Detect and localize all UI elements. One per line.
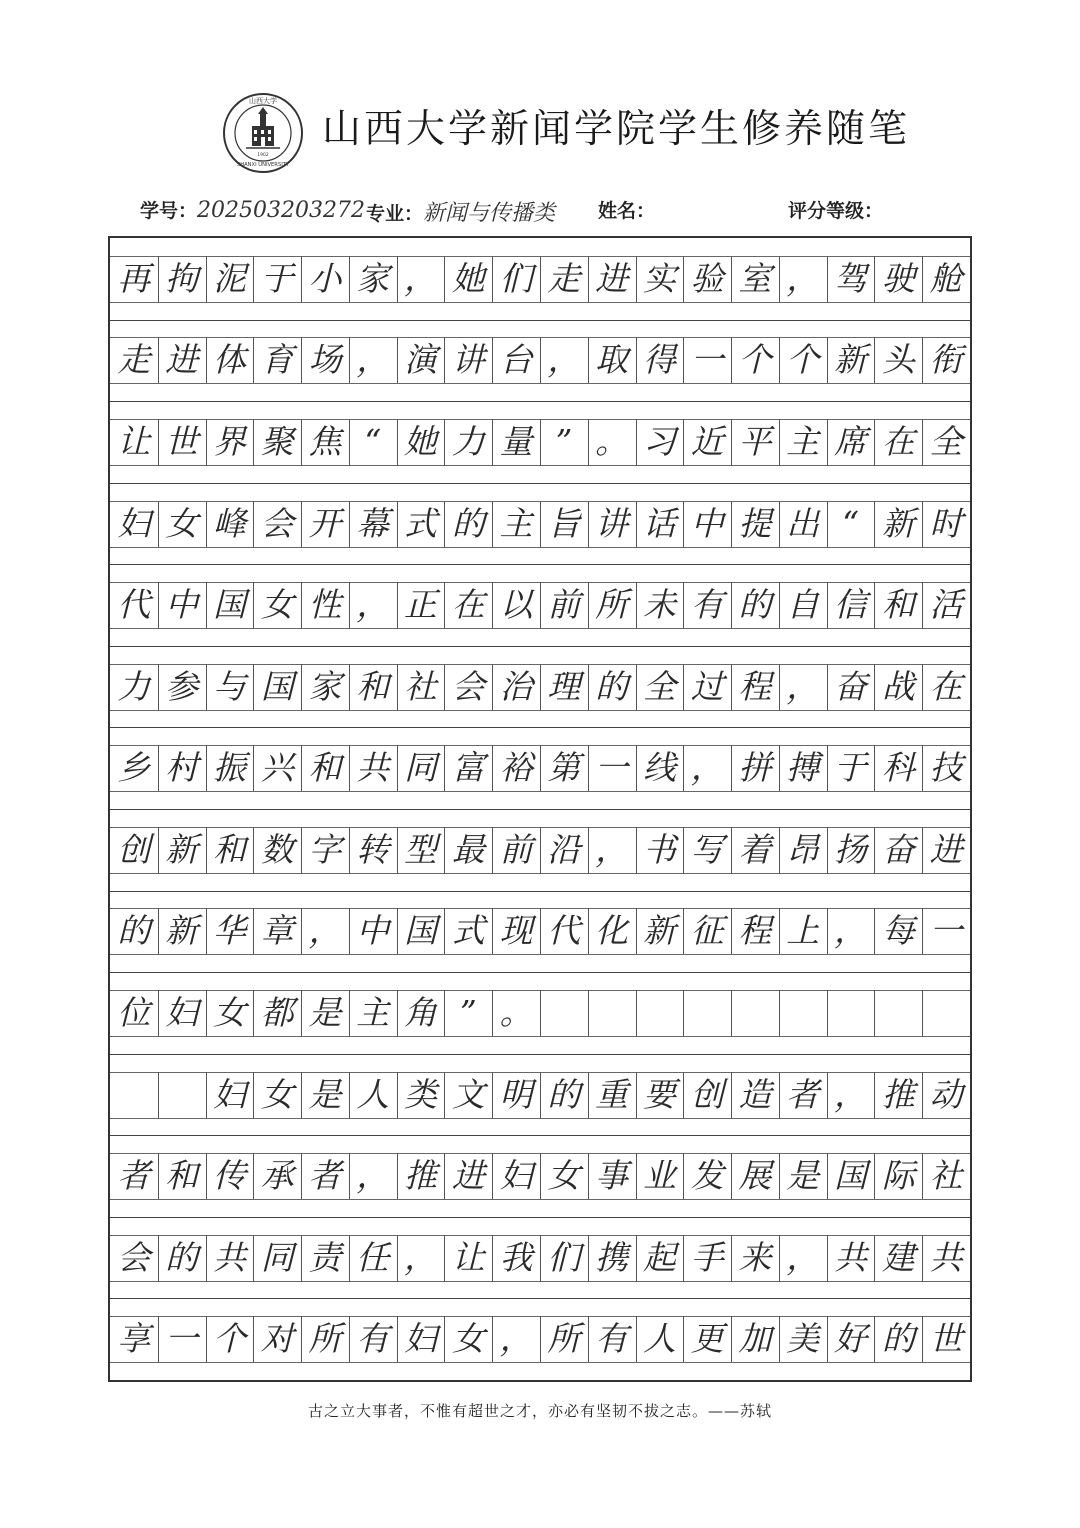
essay-char: 妇 xyxy=(499,1156,533,1196)
essay-char: 动 xyxy=(929,1074,963,1114)
essay-char: 世 xyxy=(165,421,199,461)
essay-char: 社 xyxy=(404,666,438,706)
student-id-field xyxy=(140,196,365,223)
essay-char: 手 xyxy=(690,1237,724,1277)
essay-char: 走 xyxy=(547,258,581,298)
essay-char: 她 xyxy=(404,421,438,461)
essay-char: 和 xyxy=(881,585,915,625)
essay-char: 华 xyxy=(212,911,246,951)
essay-char: 创 xyxy=(690,1074,724,1114)
essay-char: 量 xyxy=(499,421,533,461)
student-id-value: 202503203272 xyxy=(197,198,365,223)
essay-char: 第 xyxy=(547,748,581,788)
essay-char: “ xyxy=(842,503,859,543)
major-label: 专业： xyxy=(366,203,424,225)
essay-char: 任 xyxy=(356,1237,390,1277)
essay-char: ， xyxy=(547,340,581,380)
essay-char: 兴 xyxy=(260,748,294,788)
essay-char: 。 xyxy=(595,421,629,461)
essay-char: 主 xyxy=(499,503,533,543)
essay-char: 起 xyxy=(642,1237,676,1277)
essay-char: 有 xyxy=(356,1319,390,1359)
essay-char: 乡 xyxy=(117,748,151,788)
essay-char: 类 xyxy=(404,1074,438,1114)
essay-char: 国 xyxy=(260,666,294,706)
essay-char: 上 xyxy=(786,911,820,951)
essay-char: 旨 xyxy=(547,503,581,543)
essay-char: 信 xyxy=(834,585,868,625)
student-info-bar xyxy=(0,196,1080,236)
footer-quote: 古之立大事者，不惟有超世之才，亦必有坚韧不拔之志。——苏轼 xyxy=(307,1402,772,1420)
essay-char: 演 xyxy=(404,340,438,380)
essay-char: 家 xyxy=(356,258,390,298)
essay-char: 程 xyxy=(738,911,772,951)
essay-char: 所 xyxy=(547,1319,581,1359)
essay-char: 我 xyxy=(499,1237,533,1277)
essay-char: 讲 xyxy=(451,340,485,380)
essay-char: 自 xyxy=(786,585,820,625)
essay-char: 主 xyxy=(356,992,390,1032)
essay-char: ， xyxy=(404,258,438,298)
essay-char: 一 xyxy=(165,1319,199,1359)
essay-char: 们 xyxy=(547,1237,581,1277)
essay-char: 位 xyxy=(117,992,151,1032)
essay-char: 在 xyxy=(881,421,915,461)
essay-char: 平 xyxy=(738,421,772,461)
essay-char: 的 xyxy=(738,585,772,625)
essay-char: 的 xyxy=(547,1074,581,1114)
essay-char: “ xyxy=(364,421,382,461)
essay-char: 书 xyxy=(642,829,676,869)
essay-char: 女 xyxy=(260,1074,294,1114)
essay-char: 小 xyxy=(308,258,342,298)
essay-char: 字 xyxy=(308,829,342,869)
essay-char: 参 xyxy=(165,666,199,706)
essay-char: 一 xyxy=(690,340,724,380)
essay-char: 讲 xyxy=(595,503,629,543)
essay-char: 国 xyxy=(404,911,438,951)
essay-char: 拼 xyxy=(738,748,772,788)
essay-char: 的 xyxy=(451,503,485,543)
essay-char: 责 xyxy=(308,1237,342,1277)
essay-char: 角 xyxy=(404,992,438,1032)
essay-char: 代 xyxy=(547,911,581,951)
essay-char: 治 xyxy=(499,666,533,706)
essay-char: 美 xyxy=(786,1319,820,1359)
essay-char: 取 xyxy=(595,340,629,380)
essay-char: 走 xyxy=(117,340,151,380)
essay-char: 幕 xyxy=(356,503,390,543)
essay-char: 和 xyxy=(212,829,246,869)
essay-char: 进 xyxy=(929,829,963,869)
essay-char: 女 xyxy=(212,992,246,1032)
essay-char: 与 xyxy=(212,666,246,706)
essay-char: 泥 xyxy=(212,258,246,298)
essay-char: 明 xyxy=(499,1074,533,1114)
essay-char: 着 xyxy=(738,829,772,869)
university-seal-icon xyxy=(222,92,304,174)
essay-char: 时 xyxy=(929,503,963,543)
essay-char: 家 xyxy=(308,666,342,706)
grade-field xyxy=(788,196,883,223)
major-value: 新闻与传播类 xyxy=(423,201,556,226)
essay-char: 社 xyxy=(929,1156,963,1196)
essay-char: 衔 xyxy=(929,340,963,380)
essay-char: 同 xyxy=(260,1237,294,1277)
student-id-label: 学号： xyxy=(140,200,198,222)
essay-char: 战 xyxy=(881,666,915,706)
essay-char: 裕 xyxy=(499,748,533,788)
essay-char: ， xyxy=(834,911,868,951)
essay-char: 技 xyxy=(929,748,963,788)
essay-char: 舱 xyxy=(929,258,963,298)
essay-char: 事 xyxy=(595,1156,629,1196)
essay-char: 理 xyxy=(547,666,581,706)
essay-char: 征 xyxy=(690,911,724,951)
essay-char: 体 xyxy=(212,340,246,380)
essay-char: 者 xyxy=(117,1156,151,1196)
essay-row xyxy=(110,238,970,1380)
essay-char: 进 xyxy=(595,258,629,298)
essay-char: 搏 xyxy=(786,748,820,788)
essay-char: ” xyxy=(459,992,477,1032)
essay-char: 室 xyxy=(738,258,772,298)
essay-char: 扬 xyxy=(834,829,868,869)
essay-char: 文 xyxy=(451,1074,485,1114)
essay-char: 承 xyxy=(260,1156,294,1196)
essay-char: 程 xyxy=(738,666,772,706)
essay-char: 型 xyxy=(404,829,438,869)
essay-char: 新 xyxy=(642,911,676,951)
name-field xyxy=(598,196,655,223)
essay-char: 国 xyxy=(212,585,246,625)
essay-char: 富 xyxy=(451,748,485,788)
essay-char: 奋 xyxy=(881,829,915,869)
essay-char: 近 xyxy=(690,421,724,461)
essay-char: 新 xyxy=(881,503,915,543)
essay-char: 村 xyxy=(165,748,199,788)
seal-bottom-text: SHANXI UNIVERSITY xyxy=(236,162,290,168)
name-label: 姓名： xyxy=(598,200,656,222)
essay-char: 的 xyxy=(117,911,151,951)
essay-char: 章 xyxy=(260,911,294,951)
essay-char: 进 xyxy=(165,340,199,380)
essay-char: 会 xyxy=(117,1237,151,1277)
essay-char: 个 xyxy=(738,340,772,380)
essay-char: 是 xyxy=(308,1074,342,1114)
essay-char: 同 xyxy=(404,748,438,788)
essay-char: 中 xyxy=(165,585,199,625)
cell-border xyxy=(110,1362,970,1363)
essay-char: 前 xyxy=(547,585,581,625)
essay-char: 习 xyxy=(642,421,676,461)
essay-char: 有 xyxy=(690,585,724,625)
essay-char: 于 xyxy=(260,258,294,298)
essay-char: 峰 xyxy=(212,503,246,543)
essay-char: 新 xyxy=(165,829,199,869)
essay-char: 对 xyxy=(260,1319,294,1359)
major-field xyxy=(366,196,555,227)
essay-char: 式 xyxy=(451,911,485,951)
essay-char: 沿 xyxy=(547,829,581,869)
essay-char: 开 xyxy=(308,503,342,543)
essay-char: 都 xyxy=(260,992,294,1032)
essay-char: 个 xyxy=(212,1319,246,1359)
essay-char: 新 xyxy=(165,911,199,951)
essay-char: 台 xyxy=(499,340,533,380)
essay-char: 在 xyxy=(451,585,485,625)
essay-char: 科 xyxy=(881,748,915,788)
essay-char: 有 xyxy=(595,1319,629,1359)
essay-char: ， xyxy=(834,1074,868,1114)
essay-char: 提 xyxy=(738,503,772,543)
essay-char: 创 xyxy=(117,829,151,869)
essay-char: 个 xyxy=(786,340,820,380)
essay-char: 性 xyxy=(308,585,342,625)
essay-char: 国 xyxy=(834,1156,868,1196)
essay-char: 振 xyxy=(212,748,246,788)
essay-char: 建 xyxy=(881,1237,915,1277)
essay-char: 她 xyxy=(451,258,485,298)
essay-char: 者 xyxy=(308,1156,342,1196)
essay-char: 力 xyxy=(451,421,485,461)
essay-char: 际 xyxy=(881,1156,915,1196)
essay-char: 一 xyxy=(595,748,629,788)
essay-char: 代 xyxy=(117,585,151,625)
essay-char: ， xyxy=(356,340,390,380)
essay-char: 要 xyxy=(642,1074,676,1114)
essay-char: 共 xyxy=(834,1237,868,1277)
writing-grid xyxy=(108,236,972,1382)
essay-char: 昂 xyxy=(786,829,820,869)
essay-char: 人 xyxy=(642,1319,676,1359)
essay-char: 是 xyxy=(308,992,342,1032)
essay-char: ， xyxy=(786,258,820,298)
essay-char: 的 xyxy=(881,1319,915,1359)
essay-char: 数 xyxy=(260,829,294,869)
essay-char: 最 xyxy=(451,829,485,869)
essay-char: 育 xyxy=(260,340,294,380)
essay-char: 一 xyxy=(929,911,963,951)
essay-char: 中 xyxy=(690,503,724,543)
essay-char: 未 xyxy=(642,585,676,625)
essay-char: ， xyxy=(356,1156,390,1196)
essay-char: ， xyxy=(786,1237,820,1277)
grade-label: 评分等级： xyxy=(788,200,884,222)
essay-char: 会 xyxy=(260,503,294,543)
essay-char: ， xyxy=(308,911,342,951)
essay-char: 以 xyxy=(499,585,533,625)
essay-char: 展 xyxy=(738,1156,772,1196)
essay-char: 享 xyxy=(117,1319,151,1359)
essay-char: 新 xyxy=(834,340,868,380)
essay-char: 女 xyxy=(165,503,199,543)
essay-char: ， xyxy=(404,1237,438,1277)
essay-char: 的 xyxy=(165,1237,199,1277)
essay-char: 者 xyxy=(786,1074,820,1114)
essay-char: 焦 xyxy=(308,421,342,461)
essay-char: 正 xyxy=(404,585,438,625)
essay-char: 式 xyxy=(404,503,438,543)
essay-char: 活 xyxy=(929,585,963,625)
essay-char: 过 xyxy=(690,666,724,706)
essay-char: 现 xyxy=(499,911,533,951)
essay-char: 主 xyxy=(786,421,820,461)
essay-char: 在 xyxy=(929,666,963,706)
essay-char: 推 xyxy=(404,1156,438,1196)
essay-char: 好 xyxy=(834,1319,868,1359)
essay-char: 于 xyxy=(834,748,868,788)
essay-char: 场 xyxy=(308,340,342,380)
essay-char: 界 xyxy=(212,421,246,461)
essay-char: 聚 xyxy=(260,421,294,461)
essay-char: 加 xyxy=(738,1319,772,1359)
essay-char: 头 xyxy=(881,340,915,380)
essay-char: 妇 xyxy=(212,1074,246,1114)
essay-char: 重 xyxy=(595,1074,629,1114)
essay-char: 世 xyxy=(929,1319,963,1359)
essay-char: 前 xyxy=(499,829,533,869)
essay-char: 和 xyxy=(356,666,390,706)
essay-char: 所 xyxy=(308,1319,342,1359)
essay-char: 们 xyxy=(499,258,533,298)
page-header xyxy=(0,0,1080,190)
essay-char: 共 xyxy=(212,1237,246,1277)
essay-char: 和 xyxy=(308,748,342,788)
essay-char: 来 xyxy=(738,1237,772,1277)
essay-char: 拘 xyxy=(165,258,199,298)
essay-char: ， xyxy=(499,1319,533,1359)
essay-char: 造 xyxy=(738,1074,772,1114)
essay-char: ， xyxy=(356,585,390,625)
essay-char: 全 xyxy=(642,666,676,706)
essay-char: 。 xyxy=(499,992,533,1032)
essay-char: 再 xyxy=(117,258,151,298)
essay-char: 携 xyxy=(595,1237,629,1277)
essay-char: 传 xyxy=(212,1156,246,1196)
essay-char: 是 xyxy=(786,1156,820,1196)
essay-char: 会 xyxy=(451,666,485,706)
essay-char: 出 xyxy=(786,503,820,543)
essay-char: 推 xyxy=(881,1074,915,1114)
essay-char: 女 xyxy=(451,1319,485,1359)
essay-char: 让 xyxy=(451,1237,485,1277)
essay-char: 线 xyxy=(642,748,676,788)
essay-char: 发 xyxy=(690,1156,724,1196)
essay-char: 妇 xyxy=(165,992,199,1032)
essay-char: 让 xyxy=(117,421,151,461)
essay-char: 共 xyxy=(929,1237,963,1277)
essay-char: 每 xyxy=(881,911,915,951)
essay-char: 和 xyxy=(165,1156,199,1196)
essay-char: ” xyxy=(555,421,573,461)
essay-char: ， xyxy=(786,666,820,706)
essay-char: 所 xyxy=(595,585,629,625)
essay-char: 得 xyxy=(642,340,676,380)
essay-char: 中 xyxy=(356,911,390,951)
essay-char: 化 xyxy=(595,911,629,951)
essay-char: 席 xyxy=(834,421,868,461)
essay-char: 更 xyxy=(690,1319,724,1359)
seal-top-text: 山西大学 xyxy=(249,97,277,105)
essay-char: 奋 xyxy=(834,666,868,706)
essay-char: 写 xyxy=(690,829,724,869)
essay-char: 转 xyxy=(356,829,390,869)
essay-char: 妇 xyxy=(404,1319,438,1359)
essay-char: 话 xyxy=(642,503,676,543)
essay-char: 业 xyxy=(642,1156,676,1196)
seal-year: 1902 xyxy=(257,153,269,158)
essay-char: 妇 xyxy=(117,503,151,543)
essay-char: 共 xyxy=(356,748,390,788)
essay-char: 人 xyxy=(356,1074,390,1114)
essay-char: 验 xyxy=(690,258,724,298)
essay-char: 女 xyxy=(547,1156,581,1196)
essay-char: 实 xyxy=(642,258,676,298)
essay-char: 的 xyxy=(595,666,629,706)
essay-char: 女 xyxy=(260,585,294,625)
essay-char: 进 xyxy=(451,1156,485,1196)
essay-char: 力 xyxy=(117,666,151,706)
essay-char: 驶 xyxy=(881,258,915,298)
essay-char: 驾 xyxy=(834,258,868,298)
page-title: 山西大学新闻学院学生修养随笔 xyxy=(322,107,911,152)
essay-char: ， xyxy=(690,748,724,788)
essay-char: ， xyxy=(595,829,629,869)
essay-char: 全 xyxy=(929,421,963,461)
